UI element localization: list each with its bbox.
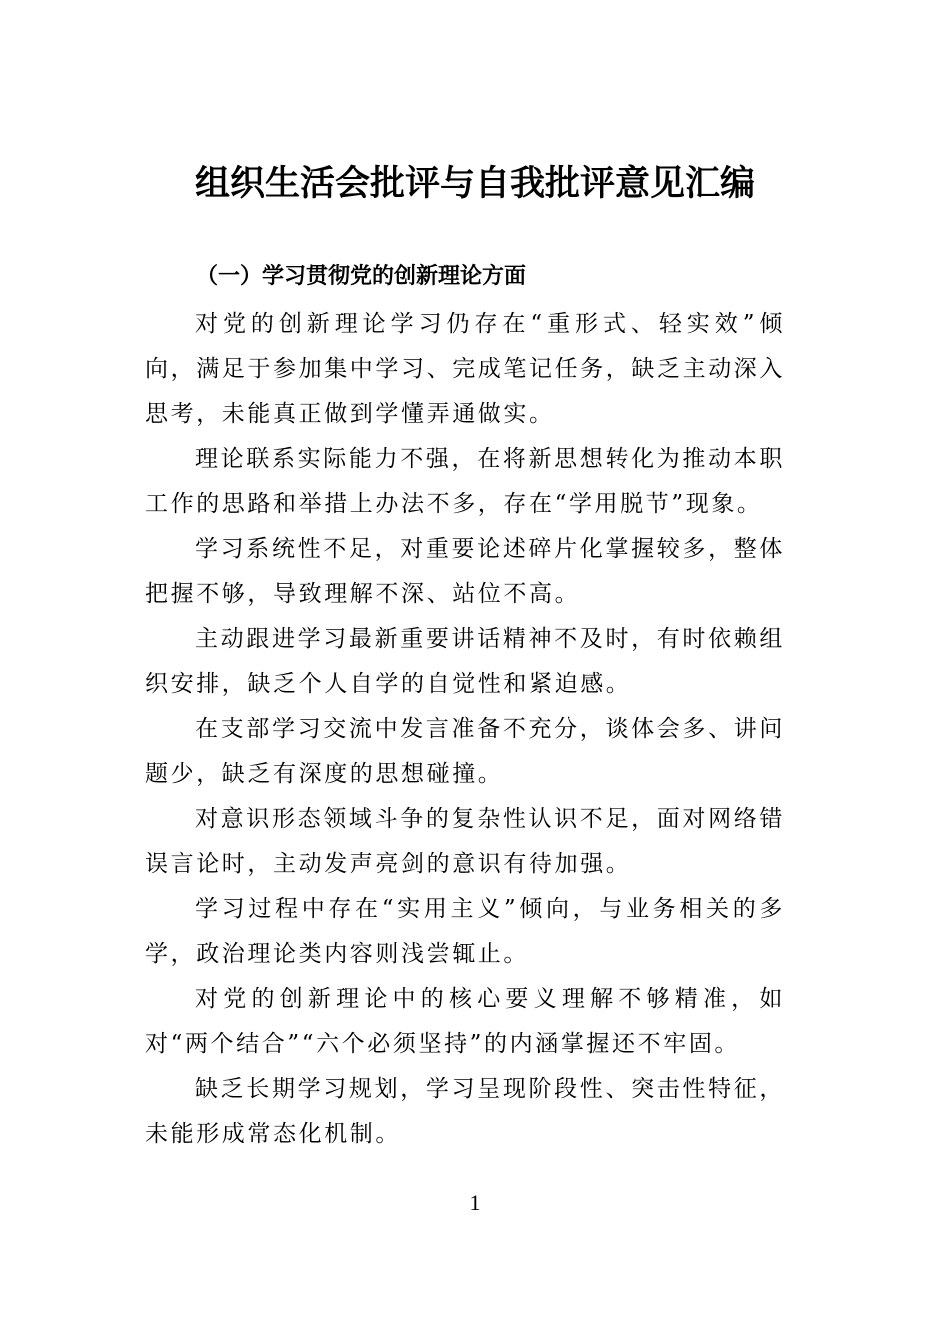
paragraph-7: 学习过程中存在“实用主义”倾向，与业务相关的多学，政治理论类内容则浅尝辄止。 bbox=[145, 896, 785, 967]
paragraph-4: 主动跟进学习最新重要讲话精神不及时，有时依赖组织安排，缺乏个人自学的自觉性和紧迫感。 bbox=[145, 626, 785, 697]
paragraph-2: 理论联系实际能力不强，在将新思想转化为推动本职工作的思路和举措上办法不多，存在“学用脱节”现象。 bbox=[145, 446, 785, 517]
paragraph-5: 在支部学习交流中发言准备不充分，谈体会多、讲问题少，缺乏有深度的思想碰撞。 bbox=[145, 716, 785, 787]
page-number: 1 bbox=[469, 1190, 481, 1215]
paragraph-1: 对党的创新理论学习仍存在“重形式、轻实效”倾向，满足于参加集中学习、完成笔记任务，缺乏主动深入思考，未能真正做到学懂弄通做实。 bbox=[145, 311, 785, 427]
paragraph-8: 对党的创新理论中的核心要义理解不够精准，如对“两个结合”“六个必须坚持”的内涵掌握还不牢固。 bbox=[145, 986, 785, 1057]
document-title: 组织生活会批评与自我批评意见汇编 bbox=[194, 163, 755, 204]
section-heading: （一）学习贯彻党的创新理论方面 bbox=[196, 264, 527, 289]
paragraph-3: 学习系统性不足，对重要论述碎片化掌握较多，整体把握不够，导致理解不深、站位不高。 bbox=[145, 536, 785, 607]
body-text bbox=[145, 302, 785, 1157]
paragraph-6: 对意识形态领域斗争的复杂性认识不足，面对网络错误言论时，主动发声亮剑的意识有待加强。 bbox=[145, 806, 785, 877]
paragraph-9: 缺乏长期学习规划，学习呈现阶段性、突击性特征，未能形成常态化机制。 bbox=[145, 1076, 785, 1147]
